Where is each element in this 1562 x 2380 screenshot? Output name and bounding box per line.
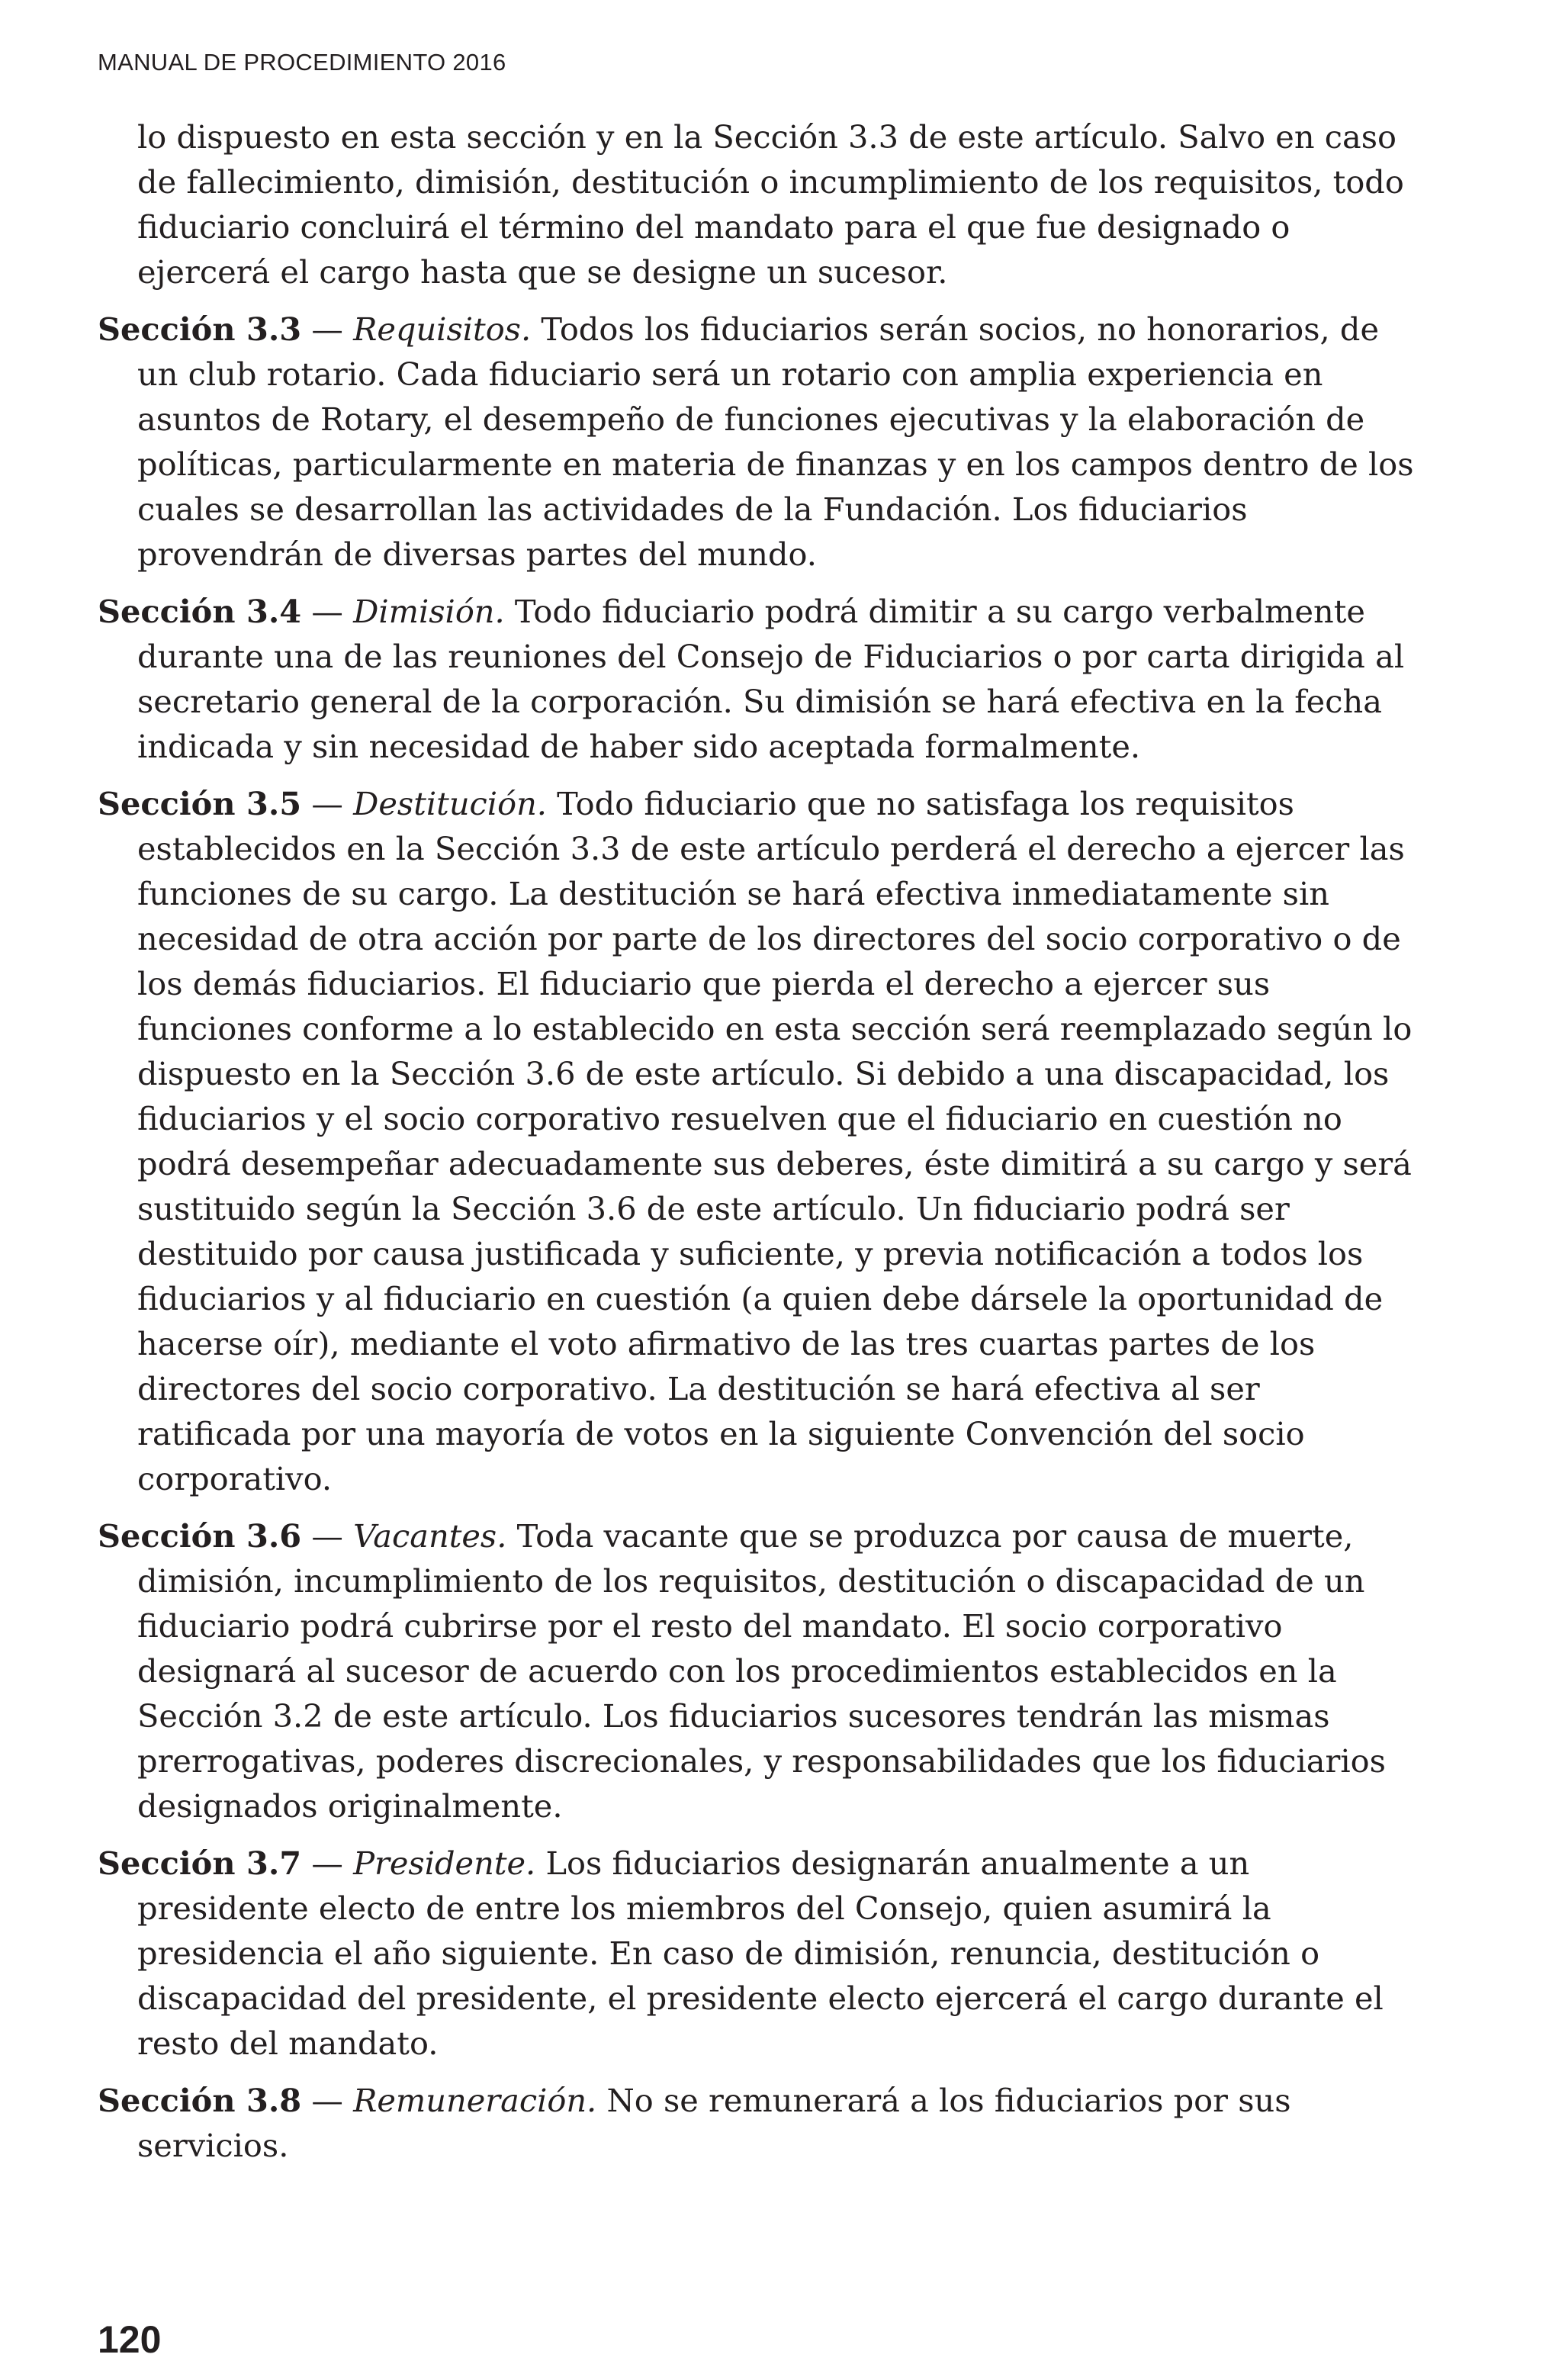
- section-label: Sección 3.3: [98, 310, 302, 348]
- section-label: Sección 3.4: [98, 593, 302, 630]
- section-3-4: [98, 589, 1417, 769]
- section-label: Sección 3.5: [98, 785, 302, 822]
- section-text: Todos los fiduciarios serán socios, no honorarios, de un club rotario. Cada fiduciario será un rotario con amplia experiencia en asuntos de Rotary, el desempeño de funciones ejecutivas y la elaboración de políticas, particularmente en materia de finanzas y en los campos dentro de los cuales se desarrollan las actividades de la Fundación. Los fiduciarios provendrán de diversas partes del mundo.: [137, 310, 1414, 573]
- section-text: Los fiduciarios designarán anualmente a un presidente electo de entre los miembros del Consejo, quien asumirá la presidencia el año siguiente. En caso de dimisión, renuncia, destitución o discapacidad del presidente, el presidente electo ejercerá el cargo durante el resto del mandato.: [137, 1844, 1384, 2062]
- section-text: Toda vacante que se produzca por causa de muerte, dimisión, incumplimiento de los requisitos, destitución o discapacidad de un fiduciario podrá cubrirse por el resto del mandato. El socio corporativo designará al sucesor de acuerdo con los procedimientos establecidos en la Sección 3.2 de este artículo. Los fiduciarios sucesores tendrán las mismas prerrogativas, poderes discrecionales, y responsabilidades que los fiduciarios designados originalmente.: [137, 1517, 1386, 1825]
- section-dash: —: [301, 1517, 354, 1555]
- section-dash: —: [301, 593, 354, 630]
- section-text: No se remunerará a los fiduciarios por sus servicios.: [137, 2082, 1291, 2164]
- section-dash: —: [301, 785, 354, 822]
- page-body: [98, 114, 1417, 2180]
- section-label: Sección 3.6: [98, 1517, 302, 1555]
- section-title: Remuneración.: [353, 2082, 597, 2119]
- section-3-5: [98, 781, 1417, 1501]
- section-dash: —: [301, 2082, 354, 2119]
- section-label: Sección 3.7: [98, 1844, 302, 1882]
- section-3-8: [98, 2078, 1417, 2168]
- section-3-3: [98, 307, 1417, 577]
- section-3-6: [98, 1513, 1417, 1828]
- running-header: MANUAL DE PROCEDIMIENTO 2016: [98, 49, 506, 76]
- section-dash: —: [301, 1844, 354, 1882]
- section-text: Todo fiduciario que no satisfaga los requisitos establecidos en la Sección 3.3 de este artículo perderá el derecho a ejercer las funciones de su cargo. La destitución se hará efectiva inmediatamente sin necesidad de otra acción por parte de los directores del socio corporativo o de los demás fiduciarios. El fiduciario que pierda el derecho a ejercer sus funciones conforme a lo establecido en esta sección será reemplazado según lo dispuesto en la Sección 3.6 de este artículo. Si debido a una discapacidad, los fiduciarios y el socio corporativo resuelven que el fiduciario en cuestión no podrá desempeñar adecuadamente sus deberes, éste dimitirá a su cargo y será sustituido según la Sección 3.6 de este artículo. Un fiduciario podrá ser destituido por causa justificada y suficiente, y previa notificación a todos los fiduciarios y al fiduciario en cuestión (a quien debe dársele la oportunidad de hacerse oír), mediante el voto afirmativo de las tres cuartas partes de los directores del socio corporativo. La destitución se hará efectiva al ser ratificada por una mayoría de votos en la siguiente Convención del socio corporativo.: [137, 785, 1413, 1497]
- section-text: Todo fiduciario podrá dimitir a su cargo verbalmente durante una de las reuniones del Consejo de Fiduciarios o por carta dirigida al secretario general de la corporación. Su dimisión se hará efectiva en la fecha indicada y sin necesidad de haber sido aceptada formalmente.: [137, 593, 1405, 765]
- section-title: Vacantes.: [353, 1517, 507, 1555]
- section-label: Sección 3.8: [98, 2082, 302, 2119]
- section-title: Dimisión.: [353, 593, 505, 630]
- section-3-7: [98, 1841, 1417, 2066]
- section-dash: —: [301, 310, 354, 348]
- paragraph-continuation: lo dispuesto en esta sección y en la Sección 3.3 de este artículo. Salvo en caso de fallecimiento, dimisión, destitución o incumplimiento de los requisitos, todo fiduciario concluirá el término del mandato para el que fue designado o ejercerá el cargo hasta que se designe un sucesor.: [137, 118, 1404, 291]
- section-title: Requisitos.: [353, 310, 532, 348]
- section-title: Presidente.: [353, 1844, 536, 1882]
- page-number: 120: [98, 2318, 162, 2361]
- section-title: Destitución.: [353, 785, 547, 822]
